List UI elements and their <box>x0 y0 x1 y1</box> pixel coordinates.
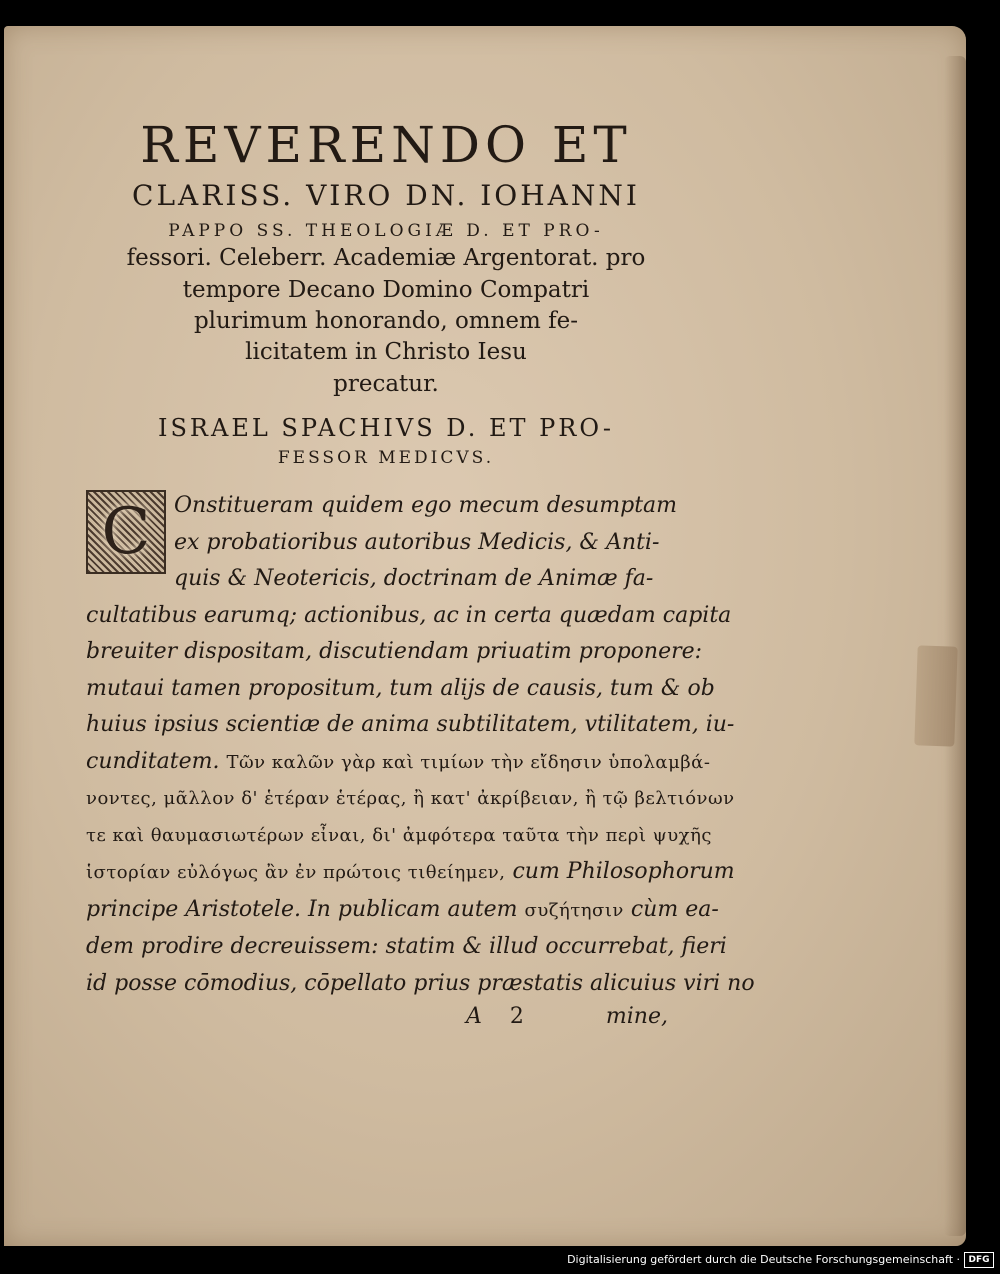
author-line-2: FESSOR MEDICVS. <box>277 448 495 469</box>
body-line-8-latin: cunditatem. <box>86 748 220 774</box>
body-line-2: ex probatioribus autoribus Medicis, & Anti- <box>174 529 660 555</box>
dfg-logo-icon: DFG <box>964 1252 994 1268</box>
signature-letter: A <box>466 1004 482 1030</box>
dedication-title-line-3: PAPPO SS. THEOLOGIÆ D. ET PRO- <box>168 220 604 241</box>
drop-cap-initial <box>86 490 166 574</box>
dedication-title-line-2: CLARISS. VIRO DN. IOHANNI <box>132 179 640 212</box>
body-line-8-greek: Τῶν καλῶν γὰρ καὶ τιμίων τὴν εἴδησιν ὑπολαμβά- <box>226 751 711 773</box>
body-line-9-greek: νοντες, μᾶλλον δ' ἑτέραν ἑτέρας, ἢ κατ' ἀκρίβειαν, ἢ τῷ βελτιόνων <box>86 788 735 810</box>
dedication-title-line-8: precatur. <box>333 370 439 397</box>
dedication-title-line-1: REVERENDO ET <box>140 116 632 174</box>
body-line-12 <box>86 892 719 930</box>
signature-number: 2 <box>509 1004 524 1030</box>
body-line-6: mutaui tamen propositum, tum alijs de causis, tum & ob <box>86 675 715 701</box>
body-line-11 <box>86 854 735 892</box>
paper-fold <box>914 645 957 746</box>
body-line-5: breuiter dispositam, discutiendam priuatim proponere: <box>86 639 703 665</box>
body-line-8 <box>86 744 711 782</box>
body-line-11-greek: ἱστορίαν εὐλόγως ἂν ἐν πρώτοις τιθείημεν, <box>86 862 506 884</box>
body-line-13: dem prodire decreuissem: statim & illud occurrebat, fieri <box>86 934 727 960</box>
body-line-1: Onstitueram quidem ego mecum desumptam <box>174 493 678 519</box>
body-line-10-greek: τε καὶ θαυμασιωτέρων εἶναι, δι' ἀμφότερα ταῦτα τὴν περὶ ψυχῆς <box>86 824 712 846</box>
author-line-1: ISRAEL SPACHIVS D. ET PRO- <box>158 413 614 442</box>
body-line-3: quis & Neotericis, doctrinam de Animæ fa- <box>174 566 654 592</box>
funding-credit-text: Digitalisierung gefördert durch die Deutsche Forschungsgemeinschaft · <box>567 1253 960 1266</box>
body-line-12-latin-b: cùm ea- <box>630 896 719 922</box>
body-text <box>86 488 755 1002</box>
body-line-12-greek: συζήτησιν <box>524 899 624 921</box>
catchword: mine, <box>605 1004 668 1030</box>
dedication-title-line-4: fessori. Celeberr. Academiæ Argentorat. pro <box>126 245 646 272</box>
page-signature-row <box>86 1004 668 1029</box>
dedication-title-line-5: tempore Decano Domino Compatri <box>182 276 590 303</box>
body-line-7: huius ipsius scientiæ de anima subtilitatem, vtilitatem, iu- <box>86 712 735 738</box>
body-line-14: id posse cōmodius, cōpellato prius præstatis alicuius viri no <box>86 970 755 996</box>
printed-text-block <box>86 116 755 1030</box>
dedication-title-line-6: plurimum honorando, omnem fe- <box>193 308 579 335</box>
body-line-12-latin-a: principe Aristotele. In publicam autem <box>86 896 518 922</box>
drop-cap-letter: C <box>101 494 151 569</box>
dedication-title-line-7: licitatem in Christo Iesu <box>245 339 527 366</box>
body-line-4: cultatibus earumq; actionibus, ac in certa quædam capita <box>86 602 732 628</box>
body-line-11-latin: cum Philosophorum <box>512 859 735 885</box>
